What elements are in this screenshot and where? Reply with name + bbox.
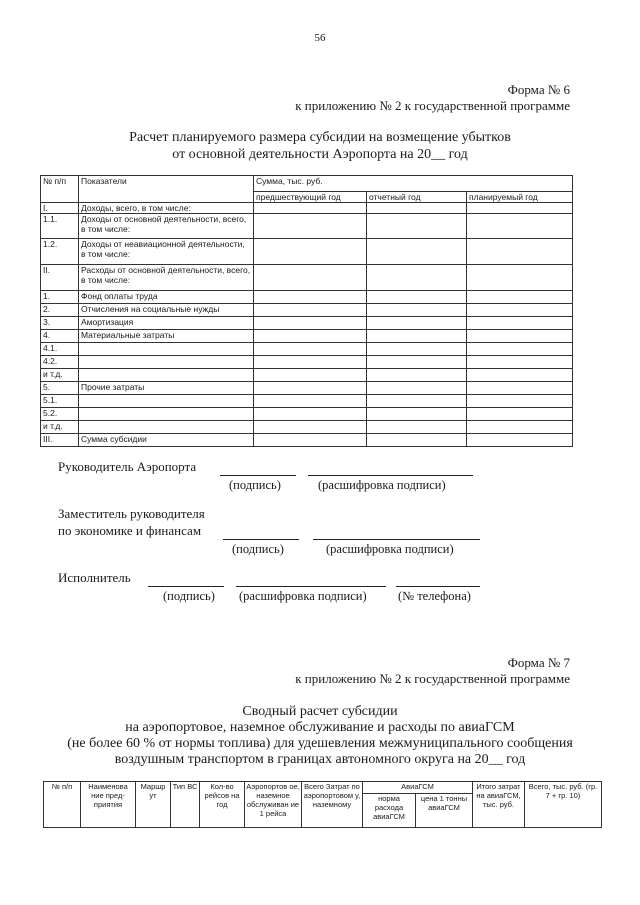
row-num: 4.2. <box>41 356 79 369</box>
row-label: Материальные затраты <box>79 330 254 343</box>
form7-title-line2: на аэропортовое, наземное обслуживание и расходы по авиаГСМ <box>125 720 515 735</box>
decode-caption: (расшифровка подписи) <box>239 589 367 603</box>
row-label <box>79 421 254 434</box>
signature-caption: (подпись) <box>232 542 284 556</box>
signature-line <box>223 538 299 540</box>
form7-col-num: № п/п <box>44 782 81 828</box>
form7-title-line3: (не более 60 % от нормы топлива) для удешевления межмуниципального сообщения <box>67 736 573 751</box>
row-label: Доходы от неавиационной деятельности, в том числе: <box>79 239 254 265</box>
decode-line <box>236 585 386 587</box>
form6-title-line2: от основной деятельности Аэропорта на 20__ год <box>172 147 468 162</box>
table-row <box>41 203 573 214</box>
executor-label: Исполнитель <box>58 570 131 585</box>
row-label: Отчисления на социальные нужды <box>79 304 254 317</box>
decode-line <box>313 538 480 540</box>
table-row <box>41 330 573 343</box>
row-num: 3. <box>41 317 79 330</box>
signature-line <box>220 474 296 476</box>
signature-caption: (подпись) <box>229 478 281 492</box>
table-row <box>41 304 573 317</box>
table-row <box>41 214 573 239</box>
form6-title-line1: Расчет планируемого размера субсидии на возмещение убытков <box>129 130 511 145</box>
row-num: I. <box>41 203 79 214</box>
row-label <box>79 369 254 382</box>
header-indicators: Показатели <box>79 176 254 203</box>
row-num: 1.1. <box>41 214 79 239</box>
form7-col-fuel: АвиаГСМ <box>363 782 473 794</box>
form7-col-fuel-price: цена 1 тонны авиаГСМ <box>416 794 473 828</box>
form7-col-flights: Кол-во рейсов на год <box>200 782 245 828</box>
form7-col-company: Наименова ние пред- приятия <box>81 782 136 828</box>
decode-caption: (расшифровка подписи) <box>318 478 446 492</box>
header-prev-year: предшествующий год <box>254 192 367 203</box>
form7-col-fuel-norm: норма расхода авиаГСМ <box>363 794 416 828</box>
form6-table <box>40 175 573 447</box>
form7-col-grand-total: Всего, тыс. руб. (гр. 7 + гр. 10) <box>525 782 602 828</box>
table-row <box>41 343 573 356</box>
header-plan-year: планируемый год <box>467 192 573 203</box>
table-row <box>41 369 573 382</box>
form7-table <box>43 781 602 828</box>
row-num: 4. <box>41 330 79 343</box>
head-label: Руководитель Аэропорта <box>58 459 197 474</box>
row-num: III. <box>41 434 79 447</box>
row-num: 1. <box>41 291 79 304</box>
row-label: Прочие затраты <box>79 382 254 395</box>
row-num: 5. <box>41 382 79 395</box>
table-row <box>41 421 573 434</box>
deputy-label-line2: по экономике и финансам <box>58 523 202 538</box>
row-num: и т.д. <box>41 421 79 434</box>
header-sum: Сумма, тыс. руб. <box>254 176 573 192</box>
decode-line <box>308 474 473 476</box>
row-num: и т.д. <box>41 369 79 382</box>
table-row <box>41 265 573 291</box>
signature-line <box>148 585 224 587</box>
table-row <box>41 395 573 408</box>
row-label: Амортизация <box>79 317 254 330</box>
phone-caption: (№ телефона) <box>398 589 471 603</box>
row-label: Доходы от основной деятельности, всего, в том числе: <box>79 214 254 239</box>
decode-caption: (расшифровка подписи) <box>326 542 454 556</box>
table-row <box>41 291 573 304</box>
form6-annex: к приложению № 2 к государственной программе <box>295 98 570 113</box>
page-number: 56 <box>314 32 326 44</box>
form7-col-aircraft: Тип ВС <box>171 782 200 828</box>
row-num: II. <box>41 265 79 291</box>
table-row <box>41 408 573 421</box>
table-row <box>41 317 573 330</box>
form7-col-ground-service: Аэропортов ое, наземное обслуживан ие 1 рейса <box>245 782 302 828</box>
row-label: Доходы, всего, в том числе: <box>79 203 254 214</box>
deputy-label-line1: Заместитель руководителя <box>58 506 205 521</box>
form7-col-total-costs: Всего Затрат по аэропортовом у, наземному <box>302 782 363 828</box>
row-label <box>79 343 254 356</box>
header-num: № п/п <box>41 176 79 203</box>
row-label <box>79 395 254 408</box>
form6-label: Форма № 6 <box>507 82 570 97</box>
table-row <box>41 239 573 265</box>
table-row <box>41 356 573 369</box>
row-label: Сумма субсидии <box>79 434 254 447</box>
form7-col-route: Маршр ут <box>136 782 171 828</box>
form7-col-fuel-total: Итого затрат на авиаГСМ, тыс. руб. <box>473 782 525 828</box>
row-num: 2. <box>41 304 79 317</box>
row-label: Фонд оплаты труда <box>79 291 254 304</box>
row-num: 5.2. <box>41 408 79 421</box>
form7-title-line4: воздушным транспортом в границах автономного округа на 20__ год <box>114 752 526 767</box>
header-report-year: отчетный год <box>367 192 467 203</box>
row-label <box>79 408 254 421</box>
row-num: 4.1. <box>41 343 79 356</box>
row-label <box>79 356 254 369</box>
row-num: 1.2. <box>41 239 79 265</box>
form7-title-line1: Сводный расчет субсидии <box>242 704 398 719</box>
form7-annex: к приложению № 2 к государственной программе <box>295 671 570 686</box>
form7-label: Форма № 7 <box>507 655 570 670</box>
signature-caption: (подпись) <box>163 589 215 603</box>
row-num: 5.1. <box>41 395 79 408</box>
table-row <box>41 434 573 447</box>
table-row <box>41 382 573 395</box>
phone-line <box>396 585 480 587</box>
row-label: Расходы от основной деятельности, всего, в том числе: <box>79 265 254 291</box>
